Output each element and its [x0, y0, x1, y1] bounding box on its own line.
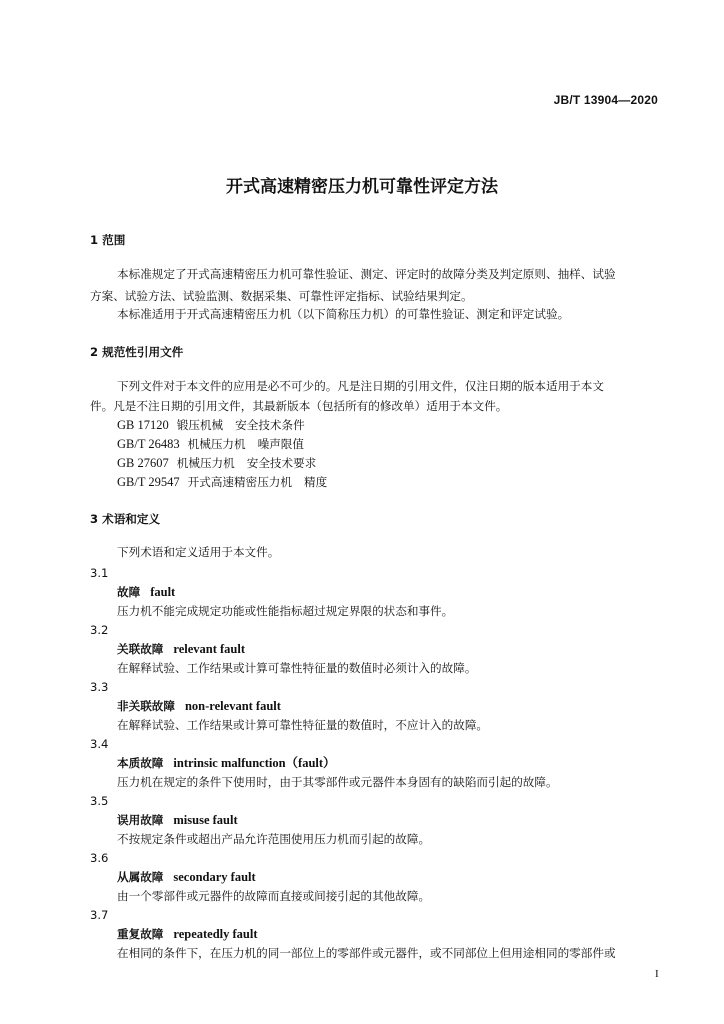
term-zh: 关联故障	[117, 642, 164, 656]
term-en: misuse fault	[173, 813, 238, 827]
term-title	[117, 699, 281, 713]
term-definition: 压力机不能完成规定功能或性能指标超过规定界限的状态和事件。	[117, 604, 454, 618]
section-1-paragraph-2: 本标准适用于开式高速精密压力机（以下简称压力机）的可靠性验证、测定和评定试验。	[117, 307, 570, 321]
reference-code: GB 27607	[117, 456, 169, 470]
section-1-heading: 1 范围	[90, 233, 126, 247]
term-definition: 压力机在规定的条件下使用时，由于其零部件或元器件本身固有的缺陷而引起的故障。	[117, 775, 558, 789]
term-number: 3.7	[90, 908, 109, 922]
section-1-paragraph-1-line-1: 本标准规定了开式高速精密压力机可靠性验证、测定、评定时的故障分类及判定原则、抽样、试验	[117, 267, 616, 281]
term-definition: 在解释试验、工作结果或计算可靠性特征量的数值时，不应计入的故障。	[117, 718, 489, 732]
page-number: I	[655, 968, 659, 980]
term-en: intrinsic malfunction（fault）	[173, 756, 336, 770]
standard-code: JB/T 13904—2020	[553, 93, 658, 107]
term-definition: 在相同的条件下，在压力机的同一部位上的零部件或元器件，或不同部位上但用途相同的零部件或	[117, 946, 616, 960]
reference-part: 安全技术要求	[246, 456, 317, 470]
term-zh: 误用故障	[117, 813, 164, 827]
term-title	[117, 642, 245, 656]
section-2-paragraph-line-2: 件。凡是不注日期的引用文件，其最新版本（包括所有的修改单）适用于本文件。	[90, 399, 508, 413]
term-en: fault	[150, 585, 176, 599]
term-zh: 本质故障	[117, 756, 164, 770]
term-definition: 在解释试验、工作结果或计算可靠性特征量的数值时必须计入的故障。	[117, 661, 477, 675]
section-3-heading: 3 术语和定义	[90, 512, 161, 526]
section-1-paragraph-1-line-2: 方案、试验方法、试验监测、数据采集、可靠性评定指标、试验结果判定。	[90, 289, 473, 303]
term-title	[117, 870, 256, 884]
reference-item	[117, 456, 316, 470]
section-2-heading: 2 规范性引用文件	[90, 345, 184, 359]
term-en: secondary fault	[173, 870, 256, 884]
reference-part: 锻压机械	[176, 418, 224, 432]
term-title	[117, 585, 175, 599]
reference-part: 噪声限值	[257, 437, 304, 451]
term-en: repeatedly fault	[173, 927, 258, 941]
reference-code: GB/T 26483	[117, 437, 180, 451]
term-number: 3.5	[90, 794, 109, 808]
reference-item	[117, 475, 327, 489]
reference-part: 安全技术条件	[235, 418, 305, 432]
term-title	[117, 756, 336, 770]
reference-part: 精度	[303, 475, 328, 489]
term-number: 3.4	[90, 737, 109, 751]
reference-code: GB/T 29547	[117, 475, 180, 489]
term-definition: 由一个零部件或元器件的故障而直接或间接引起的其他故障。	[117, 889, 431, 903]
term-zh: 重复故障	[117, 927, 164, 941]
term-number: 3.2	[90, 623, 109, 637]
reference-item	[117, 418, 305, 432]
reference-code: GB 17120	[117, 418, 169, 432]
term-definition: 不按规定条件或超出产品允许范围使用压力机而引起的故障。	[117, 832, 431, 846]
reference-part: 开式高速精密压力机	[187, 475, 292, 489]
reference-part: 机械压力机	[176, 456, 235, 470]
term-title	[117, 927, 258, 941]
term-en: non-relevant fault	[184, 699, 281, 713]
document-title: 开式高速精密压力机可靠性评定方法	[226, 177, 498, 197]
term-number: 3.1	[90, 566, 109, 580]
term-zh: 非关联故障	[117, 699, 175, 713]
term-zh: 故障	[117, 585, 141, 599]
reference-part: 机械压力机	[187, 437, 246, 451]
term-en: relevant fault	[173, 642, 246, 656]
term-number: 3.6	[90, 851, 109, 865]
term-number: 3.3	[90, 680, 109, 694]
section-3-intro: 下列术语和定义适用于本文件。	[117, 545, 280, 559]
reference-item	[117, 437, 304, 451]
section-2-paragraph-line-1: 下列文件对于本文件的应用是必不可少的。凡是注日期的引用文件，仅注日期的版本适用于本文	[117, 379, 604, 393]
term-zh: 从属故障	[117, 870, 164, 884]
term-title	[117, 813, 238, 827]
